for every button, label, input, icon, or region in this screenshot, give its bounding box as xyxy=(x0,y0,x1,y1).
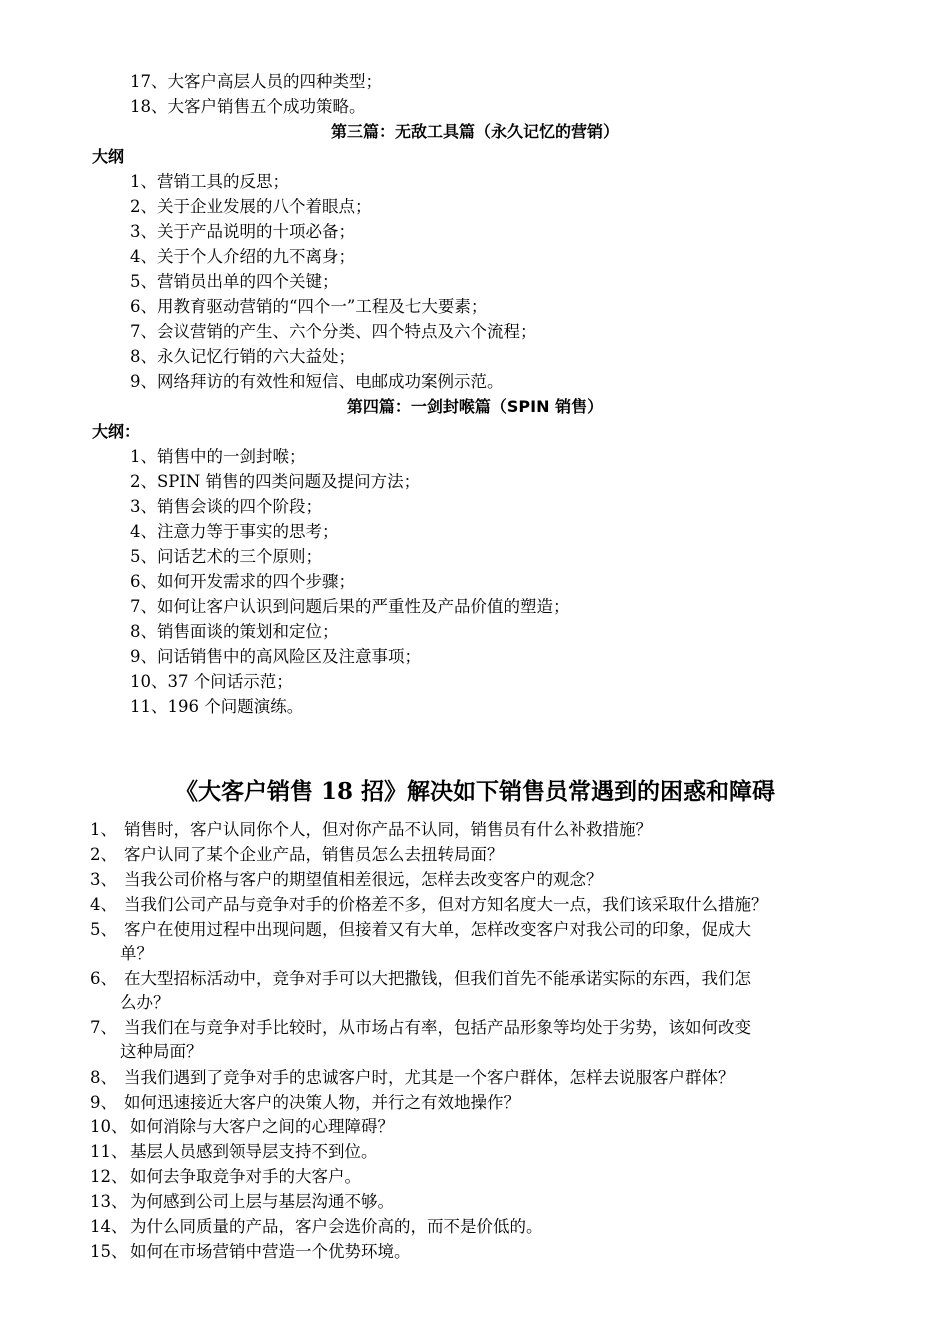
problems-title: 《大客户销售 18 招》解决如下销售员常遇到的困惑和障碍 xyxy=(174,778,776,805)
outline-item: 3、关于产品说明的十项必备； xyxy=(130,222,355,241)
outline-item: 3、销售会谈的四个阶段； xyxy=(130,497,322,516)
problem-number: 1、 xyxy=(90,820,117,839)
problem-text: 如何迅速接近大客户的决策人物，并行之有效地操作？ xyxy=(124,1093,520,1112)
problem-text: 基层人员感到领导层支持不到位。 xyxy=(130,1142,378,1161)
problem-number: 10、 xyxy=(90,1117,128,1136)
outline-item: 8、永久记忆行销的六大益处； xyxy=(130,347,355,366)
problem-item xyxy=(90,967,870,1015)
outline-item: 17、大客户高层人员的四种类型； xyxy=(130,72,382,91)
problem-item xyxy=(90,1016,870,1064)
problem-item xyxy=(90,893,870,917)
section-title-part4: 第四篇：一剑封喉篇（SPIN 销售） xyxy=(346,397,604,416)
problem-number: 5、 xyxy=(90,920,117,939)
problem-item xyxy=(90,1165,870,1189)
problem-text: 当我公司价格与客户的期望值相差很远，怎样去改变客户的观念？ xyxy=(124,870,603,889)
problem-text: 如何去争取竞争对手的大客户。 xyxy=(130,1167,361,1186)
problem-text-continued: 这种局面？ xyxy=(120,1042,203,1061)
problem-item xyxy=(90,1190,870,1214)
problem-item xyxy=(90,1140,870,1164)
outline-item: 1、营销工具的反思； xyxy=(130,172,289,191)
problem-item xyxy=(90,918,870,966)
problem-text: 客户认同了某个企业产品，销售员怎么去扭转局面？ xyxy=(124,845,504,864)
problem-item xyxy=(90,818,870,842)
problem-text-continued: 单？ xyxy=(120,944,153,963)
problem-text: 在大型招标活动中，竞争对手可以大把撒钱，但我们首先不能承诺实际的东西，我们怎 xyxy=(124,969,751,988)
outline-item: 4、注意力等于事实的思考； xyxy=(130,522,339,541)
problem-item xyxy=(90,843,870,867)
outline-label: 大纲： xyxy=(92,422,141,441)
problem-item xyxy=(90,1215,870,1239)
outline-item: 18、大客户销售五个成功策略。 xyxy=(130,97,366,116)
problem-number: 14、 xyxy=(90,1217,128,1236)
outline-item: 10、37 个问话示范； xyxy=(130,672,293,691)
outline-item: 1、销售中的一剑封喉； xyxy=(130,447,306,466)
problem-item xyxy=(90,868,870,892)
section-title-part3: 第三篇：无敌工具篇（永久记忆的营销） xyxy=(330,122,619,141)
problem-text-continued: 么办？ xyxy=(120,993,170,1012)
outline-item: 9、问话销售中的高风险区及注意事项； xyxy=(130,647,421,666)
outline-item: 9、网络拜访的有效性和短信、电邮成功案例示范。 xyxy=(130,372,504,391)
problem-number: 8、 xyxy=(90,1068,117,1087)
problem-number: 15、 xyxy=(90,1242,128,1261)
problem-item xyxy=(90,1066,870,1090)
problem-text: 销售时，客户认同你个人，但对你产品不认同，销售员有什么补救措施？ xyxy=(124,820,652,839)
outline-item: 2、关于企业发展的八个着眼点； xyxy=(130,197,372,216)
problem-text: 如何在市场营销中营造一个优势环境。 xyxy=(130,1242,411,1261)
problem-number: 11、 xyxy=(90,1142,128,1161)
outline-item: 5、营销员出单的四个关键； xyxy=(130,272,339,291)
problem-text: 当我们公司产品与竞争对手的价格差不多，但对方知名度大一点，我们该采取什么措施？ xyxy=(124,895,768,914)
outline-item: 7、会议营销的产生、六个分类、四个特点及六个流程； xyxy=(130,322,537,341)
problem-number: 12、 xyxy=(90,1167,128,1186)
outline-label: 大纲 xyxy=(92,147,125,166)
problem-number: 9、 xyxy=(90,1093,117,1112)
problem-item xyxy=(90,1115,870,1139)
outline-item: 6、如何开发需求的四个步骤； xyxy=(130,572,355,591)
problem-number: 3、 xyxy=(90,870,117,889)
problem-text: 客户在使用过程中出现问题，但接着又有大单，怎样改变客户对我公司的印象，促成大 xyxy=(124,920,751,939)
outline-item: 11、196 个问题演练。 xyxy=(130,697,304,716)
outline-item: 5、问话艺术的三个原则； xyxy=(130,547,322,566)
outline-item: 2、SPIN 销售的四类问题及提问方法； xyxy=(130,472,421,491)
outline-item: 6、用教育驱动营销的“四个一”工程及七大要素； xyxy=(130,297,488,316)
problem-number: 6、 xyxy=(90,969,117,988)
problem-text: 为什么同质量的产品，客户会选价高的，而不是价低的。 xyxy=(130,1217,543,1236)
problem-number: 2、 xyxy=(90,845,117,864)
problem-text: 如何消除与大客户之间的心理障碍？ xyxy=(130,1117,394,1136)
problem-text: 为何感到公司上层与基层沟通不够。 xyxy=(130,1192,394,1211)
problem-item xyxy=(90,1240,870,1264)
outline-item: 4、关于个人介绍的九不离身； xyxy=(130,247,355,266)
problem-text: 当我们在与竞争对手比较时，从市场占有率，包括产品形象等均处于劣势，该如何改变 xyxy=(124,1018,751,1037)
problem-number: 13、 xyxy=(90,1192,128,1211)
outline-item: 7、如何让客户认识到问题后果的严重性及产品价值的塑造； xyxy=(130,597,570,616)
problem-item xyxy=(90,1091,870,1115)
problem-number: 7、 xyxy=(90,1018,117,1037)
outline-item: 8、销售面谈的策划和定位； xyxy=(130,622,339,641)
problem-text: 当我们遇到了竞争对手的忠诚客户时，尤其是一个客户群体，怎样去说服客户群体？ xyxy=(124,1068,735,1087)
problem-number: 4、 xyxy=(90,895,117,914)
